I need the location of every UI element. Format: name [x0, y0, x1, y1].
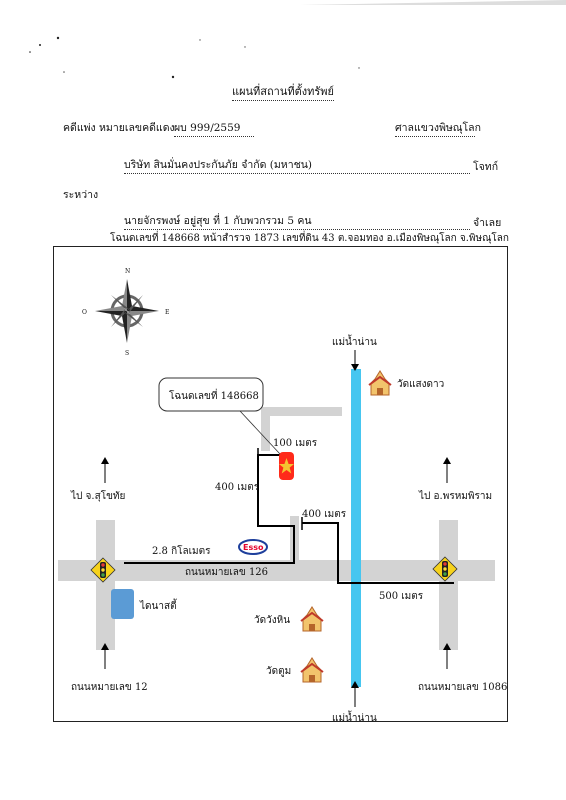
page-title: แผนที่สถานที่ตั้งทรัพย์ [232, 82, 334, 101]
deed-description: โฉนดเลขที่ 148668 หน้าสำรวจ 1873 เลขที่ดิน 43 ต.จอมทอง อ.เมืองพิษณุโลก จ.พิษณุโลก [110, 233, 509, 244]
temple-icon [301, 607, 323, 631]
compass-w: O [82, 309, 87, 316]
plaintiff-name: บริษัท สินมั่นคงประกันภัย จำกัด (มหาชน) [124, 156, 470, 174]
esso-icon [239, 540, 267, 554]
temple-label-1: วัดแสงดาว [397, 379, 445, 390]
court-name: ศาลแขวงพิษณุโลก [395, 119, 475, 137]
road-126-label: ถนนหมายเลข 126 [185, 567, 269, 578]
soi-plot-top [261, 407, 342, 416]
compass-n: N [125, 268, 131, 275]
river-label-bottom: แม่น้ำน่าน [332, 713, 377, 723]
distance-400m-east: 400 เมตร [302, 509, 347, 520]
temple-icon [369, 371, 391, 395]
distance-400m-west: 400 เมตร [215, 482, 260, 493]
temple-icon [301, 658, 323, 682]
arrow-up-icon [101, 457, 109, 483]
compass-icon [82, 268, 169, 357]
road-1086 [439, 520, 458, 650]
distance-2-8km: 2.8 กิโลเมตร [152, 546, 211, 557]
deed-callout-text: โฉนดเลขที่ 148668 [169, 391, 259, 402]
compass-e: E [165, 309, 170, 316]
road-1086-label: ถนนหมายเลข 1086 [418, 682, 508, 693]
road-12-label: ถนนหมายเลข 12 [71, 682, 148, 693]
river [351, 369, 361, 687]
direction-left: ไป จ.สุโขทัย [71, 491, 126, 502]
distance-100m: 100 เมตร [273, 438, 318, 449]
compass-s: S [125, 350, 130, 357]
plaintiff-role: โจทก์ [473, 161, 499, 173]
road-12 [96, 520, 115, 650]
soi-plot-side [261, 407, 270, 451]
distance-500m: 500 เมตร [379, 591, 424, 602]
defendant-name: นายจักรพงษ์ อยู่สุข ที่ 1 กับพวกรวม 5 คน [124, 212, 470, 230]
between-label: ระหว่าง [63, 189, 99, 201]
temple-label-2: วัดวังหิน [254, 615, 291, 626]
dynasty-landmark [111, 589, 134, 619]
defendant-role: จำเลย [473, 217, 502, 229]
case-number: ผบ 999/2559 [174, 119, 254, 137]
esso-label: Esso [243, 543, 264, 552]
dynasty-label: ไดนาสตี้ [140, 601, 177, 612]
arrow-down-icon [351, 350, 359, 371]
case-label: คดีแพ่ง หมายเลขคดีแดง [63, 122, 175, 134]
arrow-up-icon [443, 457, 451, 483]
river-label-top: แม่น้ำน่าน [332, 337, 377, 348]
map-frame [53, 246, 508, 722]
direction-right: ไป อ.พรหมพิราม [419, 491, 493, 502]
location-map [54, 247, 509, 723]
temple-label-3: วัดตูม [266, 666, 292, 677]
